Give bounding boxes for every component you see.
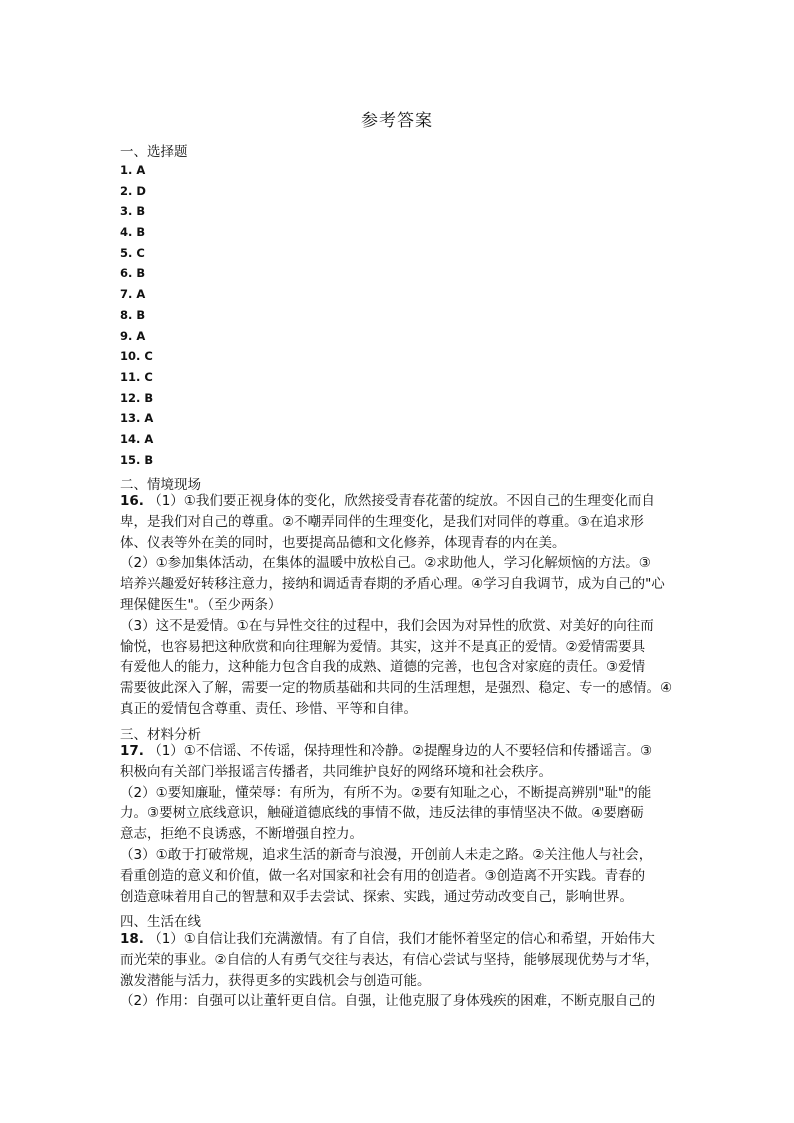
section-1-heading: 一、选择题 <box>120 144 188 160</box>
answer-line: 卑，是我们对自己的尊重。②不嘲弄同伴的生理变化，是我们对同伴的尊重。③在追求形 <box>120 513 644 530</box>
question-number: 18. <box>120 931 144 947</box>
answer-line: （3）①敢于打破常规，追求生活的新奇与浪漫，开创前人未走之路。②关注他人与社会， <box>120 846 653 863</box>
answer-item: 5. C <box>120 246 145 260</box>
answer-item: 13. A <box>120 411 154 425</box>
answer-line: （2）①要知廉耻，懂荣辱：有所为，有所不为。②要有知耻之心，不断提高辨别"耻"的能 <box>120 784 652 801</box>
answer-line: 培养兴趣爱好转移注意力，接纳和调适青春期的矛盾心理。④学习自我调节，成为自己的"心 <box>120 576 665 593</box>
answer-line: （2）①参加集体活动，在集体的温暖中放松自己。②求助他人，学习化解烦恼的方法。③ <box>120 555 651 572</box>
answer-item: 6. B <box>120 266 146 280</box>
section-2-heading: 二、情境现场 <box>120 477 201 493</box>
answer-item: 3. B <box>120 204 146 218</box>
question-17-answer <box>120 741 680 907</box>
answer-item: 4. B <box>120 225 146 239</box>
answer-item: 12. B <box>120 391 154 405</box>
answer-item: 8. B <box>120 308 146 322</box>
question-16-answer <box>120 491 680 720</box>
answer-line: （1）①不信谣、不传谣，保持理性和冷静。②提醒身边的人不要轻信和传播谣言。③ <box>148 743 653 759</box>
answer-line: 理保健医生"。（至少两条） <box>120 596 282 613</box>
answer-line: 愉悦，也容易把这种欣赏和向往理解为爱情。其实，这并不是真正的爱情。②爱情需要具 <box>120 638 646 655</box>
answer-line: 真正的爱情包含尊重、责任、珍惜、平等和自律。 <box>120 700 417 717</box>
section-3-heading: 三、材料分析 <box>120 727 201 743</box>
answer-line: （1）①我们要正视身体的变化，欣然接受青春花蕾的绽放。不因自己的生理变化而自 <box>148 493 655 509</box>
answer-line: （3）这不是爱情。①在与异性交往的过程中，我们会因为对异性的欣赏、对美好的向往而 <box>120 617 654 634</box>
answer-item: 10. C <box>120 349 153 363</box>
answer-line: 激发潜能与活力，获得更多的实践机会与创造可能。 <box>120 972 431 989</box>
answer-item: 14. A <box>120 432 154 446</box>
question-18-answer <box>120 929 680 1012</box>
answer-item: 9. A <box>120 329 146 343</box>
answer-item: 2. D <box>120 184 146 198</box>
answer-line: 看重创造的意义和价值，做一名对国家和社会有用的创造者。③创造离不开实践。青春的 <box>120 867 646 884</box>
question-number: 16. <box>120 493 144 509</box>
answer-line: 创造意味着用自己的智慧和双手去尝试、探索、实践，通过劳动改变自己，影响世界。 <box>120 888 633 905</box>
answer-line: 而光荣的事业。②自信的人有勇气交往与表达，有信心尝试与坚持，能够展现优势与才华， <box>120 951 659 968</box>
answer-line: 有爱他人的能力，这种能力包含自我的成熟、道德的完善，也包含对家庭的责任。③爱情 <box>120 659 646 676</box>
question-number: 17. <box>120 743 144 759</box>
answer-line: （1）①自信让我们充满激情。有了自信，我们才能怀着坚定的信心和希望，开始伟大 <box>148 931 655 947</box>
answer-line: 意志，拒绝不良诱惑，不断增强自控力。 <box>120 826 363 843</box>
answer-line: （2）作用：自强可以让董轩更自信。自强，让他克服了身体残疾的困难，不断克服自己的 <box>120 993 656 1010</box>
answer-line: 体、仪表等外在美的同时，也要提高品德和文化修养，体现青春的内在美。 <box>120 534 566 551</box>
answer-item: 15. B <box>120 453 154 467</box>
answer-item: 11. C <box>120 370 153 384</box>
answer-line: 力。③要树立底线意识，触碰道德底线的事情不做，违反法律的事情坚决不做。④要磨砺 <box>120 805 644 822</box>
page-title: 参考答案 <box>361 111 433 131</box>
answer-item: 7. A <box>120 287 146 301</box>
answer-item: 1. A <box>120 163 146 177</box>
section-4-heading: 四、生活在线 <box>120 914 201 930</box>
answer-line: 需要彼此深入了解，需要一定的物质基础和共同的生活理想，是强烈、稳定、专一的感情。④ <box>120 680 673 697</box>
answer-line: 积极向有关部门举报谣言传播者，共同维护良好的网络环境和社会秩序。 <box>120 763 552 780</box>
